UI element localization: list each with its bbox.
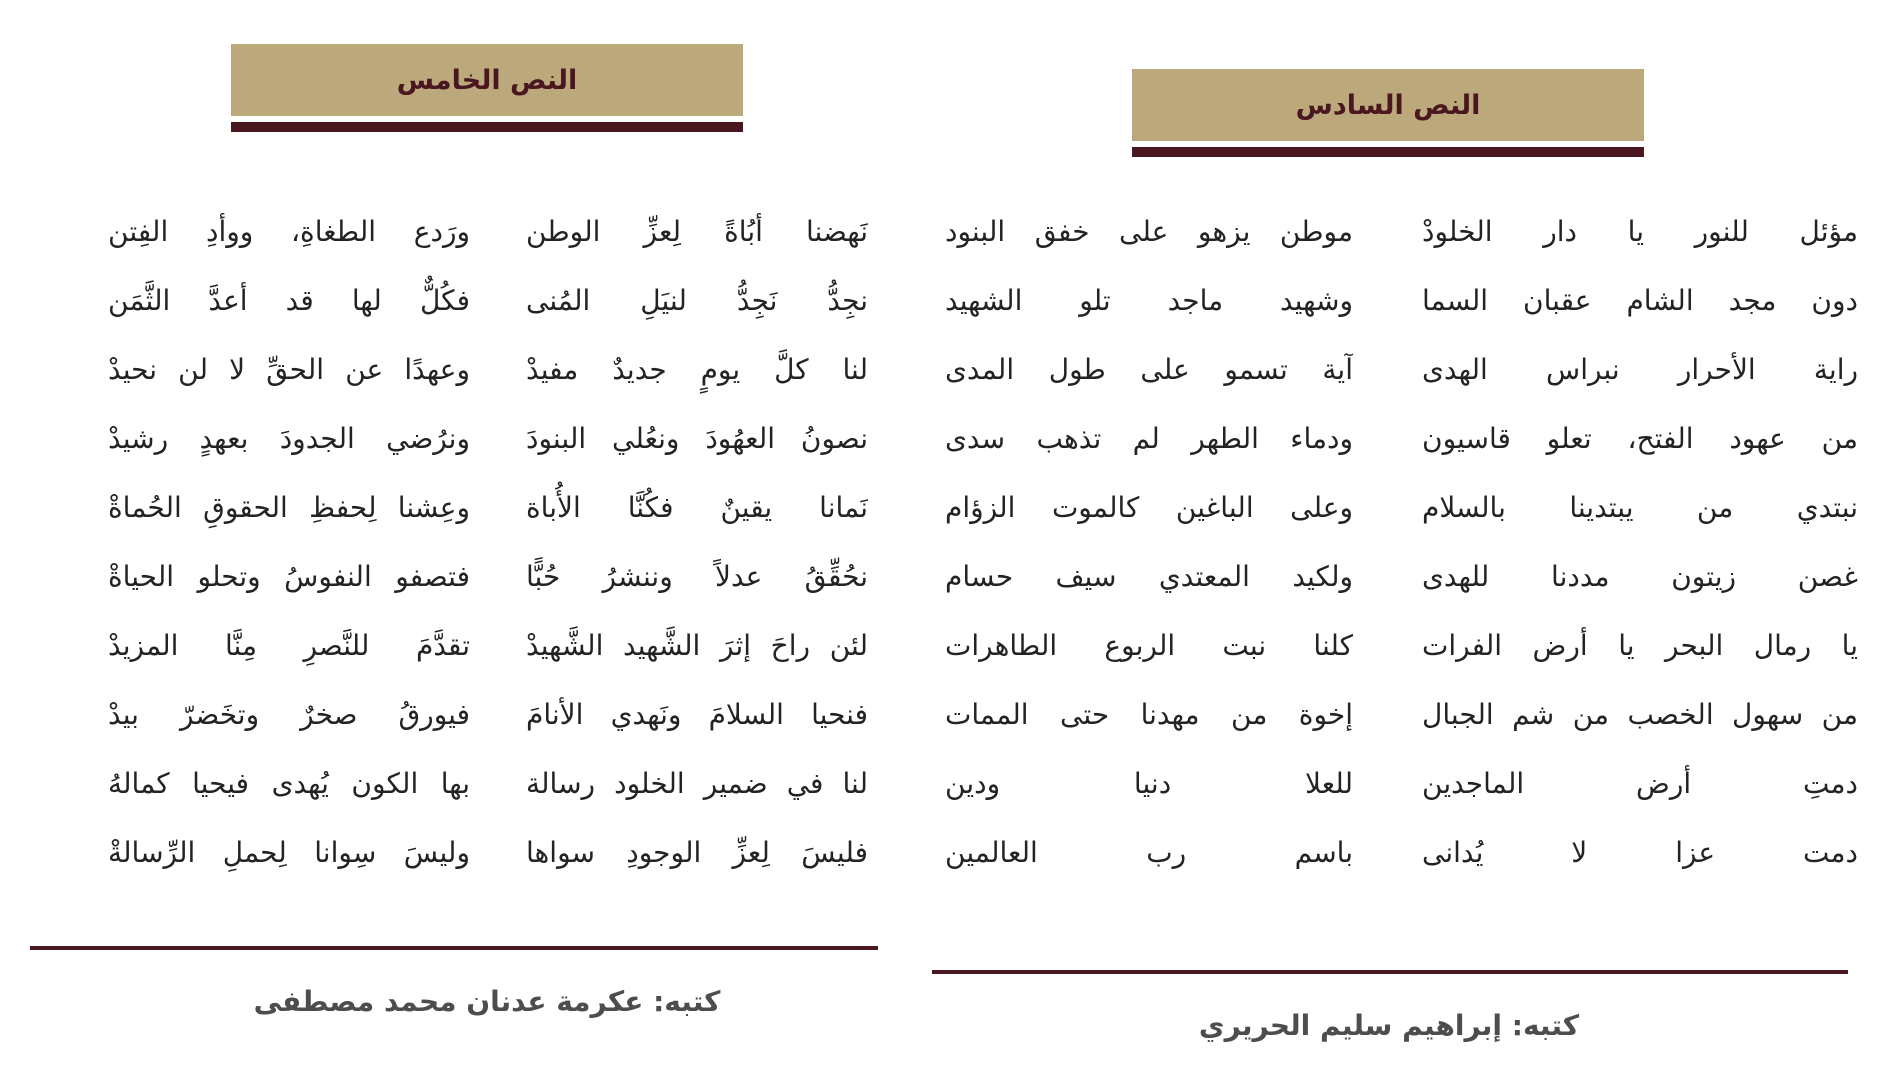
verse-line: نصونُ العهُودَ ونعُلي البنودَ xyxy=(526,422,868,455)
poem-six-right-column xyxy=(1422,197,1858,887)
verse-line: وشهيد ماجد تلو الشهيد xyxy=(945,284,1353,317)
verse-line: من عهود الفتح، تعلو قاسيون xyxy=(1422,422,1858,455)
verse-line: لنا كلَّ يومٍ جديدٌ مفيدْ xyxy=(526,353,868,386)
poem-five-title: النص الخامس xyxy=(396,64,578,96)
verse-line: تقدَّمَ للنَّصرِ مِنَّا المزيدْ xyxy=(108,629,470,662)
poem-six-title-box xyxy=(1132,69,1644,141)
verse-line: آية تسمو على طول المدى xyxy=(945,353,1353,386)
verse-line: مؤئل للنور يا دار الخلودْ xyxy=(1422,215,1858,248)
verse-line: للعلا دنيا ودين xyxy=(945,767,1353,800)
verse-line: بها الكون يُهدى فيحيا كمالهُ xyxy=(108,767,470,800)
verse-line: دون مجد الشام عقبان السما xyxy=(1422,284,1858,317)
verse-line: نَمانا يقينٌ فكُنَّا الأُباة xyxy=(526,491,868,524)
verse-line: باسم رب العالمين xyxy=(945,836,1353,869)
verse-line: ونرُضي الجدودَ بعهدٍ رشيدْ xyxy=(108,422,470,455)
poem-six-title: النص السادس xyxy=(1295,89,1481,121)
poem-five-right-column xyxy=(526,197,868,887)
verse-line: راية الأحرار نبراس الهدى xyxy=(1422,353,1858,386)
verse-line: ودماء الطهر لم تذهب سدى xyxy=(945,422,1353,455)
poem-five-title-bar xyxy=(231,122,743,132)
verse-line: ورَدع الطغاةِ، ووأدِ الفِتن xyxy=(108,215,470,248)
verse-line: دمت عزا لا يُدانى xyxy=(1422,836,1858,869)
verse-line: وليسَ سِوانا لِحملِ الرِّسالةْ xyxy=(108,836,470,869)
verse-line: وعهدًا عن الحقِّ لا لن نحيدْ xyxy=(108,353,470,386)
verse-line: نجِدُّ نَجِدُّ لنيَلِ المُنى xyxy=(526,284,868,317)
verse-line: يا رمال البحر يا أرض الفرات xyxy=(1422,629,1858,662)
verse-line: غصن زيتون مددنا للهدى xyxy=(1422,560,1858,593)
poem-five-title-box xyxy=(231,44,743,116)
verse-line: نبتدي من يبتدينا بالسلام xyxy=(1422,491,1858,524)
poem-six-divider xyxy=(932,970,1848,974)
verse-line: ولكيد المعتدي سيف حسام xyxy=(945,560,1353,593)
verse-line: فتصفو النفوسُ وتحلو الحياةْ xyxy=(108,560,470,593)
verse-line: نَهضنا أبُاةً لِعزِّ الوطن xyxy=(526,215,868,248)
verse-line: فكُلٌّ لها قد أعدَّ الثَّمَن xyxy=(108,284,470,317)
poem-six-left-column xyxy=(945,197,1353,887)
verse-line: نحُقِّقُ عدلاً وننشرُ حُبًّا xyxy=(526,560,868,593)
verse-line: فنحيا السلامَ ونَهدي الأنامَ xyxy=(526,698,868,731)
poem-six-author: كتبه: إبراهيم سليم الحريري xyxy=(1198,1009,1580,1042)
poem-five-divider xyxy=(30,946,878,950)
poem-five-left-column xyxy=(108,197,470,887)
verse-line: من سهول الخصب من شم الجبال xyxy=(1422,698,1858,731)
verse-line: وعِشنا لِحفظِ الحقوقِ الحُماةْ xyxy=(108,491,470,524)
verse-line: دمتِ أرض الماجدين xyxy=(1422,767,1858,800)
verse-line: لنا في ضمير الخلود رسالة xyxy=(526,767,868,800)
poem-five-author: كتبه: عكرمة عدنان محمد مصطفى xyxy=(253,985,721,1018)
verse-line: وعلى الباغين كالموت الزؤام xyxy=(945,491,1353,524)
verse-line: لئن راحَ إثرَ الشَّهيد الشَّهيدْ xyxy=(526,629,868,662)
verse-line: فليسَ لِعزِّ الوجودِ سواها xyxy=(526,836,868,869)
verse-line: إخوة من مهدنا حتى الممات xyxy=(945,698,1353,731)
poem-six-title-bar xyxy=(1132,147,1644,157)
verse-line: كلنا نبت الربوع الطاهرات xyxy=(945,629,1353,662)
verse-line: موطن يزهو على خفق البنود xyxy=(945,215,1353,248)
verse-line: فيورقُ صخرٌ وتخَضرّ بيدْ xyxy=(108,698,470,731)
